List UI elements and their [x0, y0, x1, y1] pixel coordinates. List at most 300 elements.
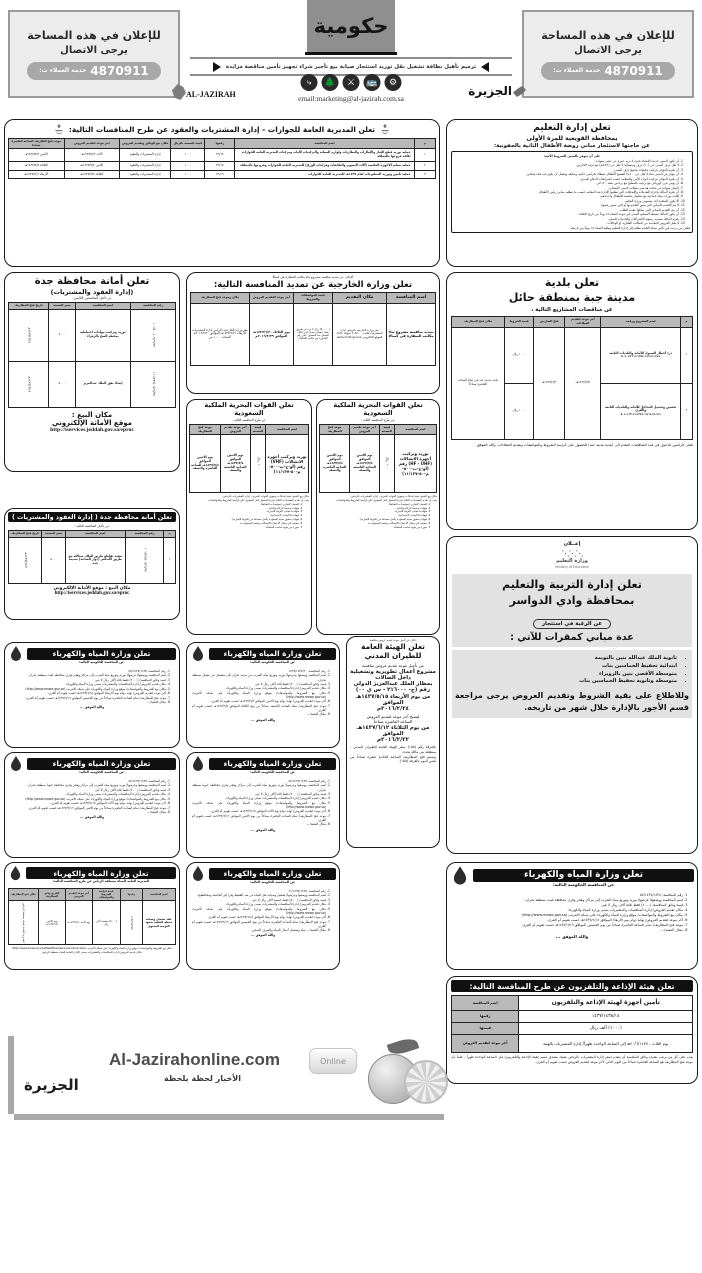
- note-line: مكان تقديم العروض/ إدارة المنافسات والمشتريات بمبنى الإدارة العامة للمياه بمنطقة الرياض: [42, 950, 142, 954]
- mowe4-items: [192, 889, 333, 932]
- col-name: اسم المنافسة: [142, 889, 175, 901]
- cell-open: يوم الاثنين الموافق ١٤٣٧/٧/٤هـ الساعة العاشرة والنصف: [190, 435, 221, 493]
- col-open: موعد فتح المظاريف: [320, 424, 350, 434]
- col-price: قيمة النسخة بالريال: [171, 139, 205, 149]
- mowe1-sub: عن المناقسة الحكومية التالية:: [249, 659, 296, 664]
- cell-price: ١٠٠٠ ريال: [250, 435, 265, 493]
- table-row: [9, 149, 436, 162]
- col-deadline: آخر موعد لتقديم العروض: [65, 889, 92, 901]
- mowe-announcement-2: [4, 642, 180, 748]
- mowe-item: 5. مكان بيع الشروط والمواصفات/ موقع وزارة المياه والكهرباء على شبكة الانترنت (http://www.mowe.gov.sa): [192, 691, 326, 699]
- list-item: • متوسطة الأقصى بنين بالزويراء: [459, 671, 677, 679]
- orange-fruit-graphic: [366, 1040, 444, 1106]
- mowe-item: 7. موعد فتح المظاريف/ تمام الساعة العاشرة صباحاً من يوم الاثنين الموافق ١٤٣٧/٦/١٦هـ حسب تقويم أم القرى.: [10, 806, 166, 810]
- gaca-l3: بمطار الملك عبدالعزيز الدولي: [353, 681, 433, 688]
- advert-right-phone: 4870911: [604, 63, 663, 78]
- cell-open: الثلاثاء ١٤٣٧/٧/٥هـ: [9, 161, 65, 170]
- advert-left-phone-pill[interactable]: [27, 62, 161, 80]
- cell-value: (٥٠٠٠) خمسة آلاف ريال: [92, 901, 120, 945]
- col-number: رقم المنافسة: [125, 531, 163, 538]
- amanat2-table: [8, 530, 176, 584]
- cell-open: يوم الاثنين الموافق ١٤٣٧/٧/٤هـ الساعة العاشرة والنصف: [320, 435, 350, 493]
- cell-price: ٢٠٠٠: [49, 309, 76, 361]
- mowe-item: 7. موعد فتح المظاريف/ تمام الساعة التاسعة صباحاً من يوم الثلاثاء الموافق ١٤٣٧/٦/٥هـ حسب تقويم أم القرى.: [192, 704, 326, 712]
- mowe-item: 1. رقم المنافسة: ١٤٣٧/١٤٣٨/٦٠: [192, 669, 326, 673]
- cell-place: مقر وزارة الخارجية بالرياض إدارة المشتريات هاتف:٤٠٥٥٠٠٠ تحويلة ٤٥٤٤ الموقع الالكتروني www.mofa.gov.sa: [333, 303, 387, 365]
- naval-left-sub: عن طرح المنافسة التالية ،: [232, 417, 266, 422]
- cell-deadline: الاثنين ١٤٣٧/٧/٤هـ: [64, 161, 120, 170]
- hail-sub: عن مناقصات المشاريع التالية ،: [531, 307, 613, 314]
- col-name: اسم المنافسة: [394, 424, 436, 434]
- cell-number: ٣٦/١٥: [205, 161, 235, 170]
- cell-name-text: درء أخطار السيول للأمانة والبلديات التابعة: [609, 350, 673, 355]
- water-drop-icon: [8, 865, 23, 886]
- gaca-l5: من يوم الأربعاء ١٤٣٧/٥/١٥هـ الموافق: [355, 694, 431, 707]
- mowe-item: 2. اسم المنافسة ووصفها وغرضها/ تشغيل وصيانة نقل المياه من سد الفقيظ وفرا إلى الجامعة ومحافظتها.: [192, 893, 326, 897]
- taleem-intro: على أن تتوفر بالمبنى الشروط الآتية:: [543, 153, 601, 158]
- hail-line2: مدينة جبة بمنطقة حائل: [508, 291, 636, 305]
- cell-price: ١٠٠٠ ريال: [379, 435, 394, 493]
- aljazirah-online-banner[interactable]: [8, 1036, 444, 1114]
- table-row: [452, 1035, 693, 1053]
- triangle-left-icon: [481, 62, 489, 72]
- col-price: سعر النسخة: [49, 303, 76, 310]
- cell-name: عملية تأمين وتوريد المطبوعات لعام ١٤٣٧هـ للمديرية العامة للجوازات: [235, 170, 414, 179]
- saudi-emblem-icon: ⚔: [343, 74, 360, 91]
- amanat2-title: تعلن أمانة محافظة جدة ( إدارة العقود والمشتريات ): [8, 512, 176, 522]
- mowe-item: 1. رقم المنافسة: ٥٤/١٤٣٧/١٤٣٨: [10, 779, 166, 783]
- table-row: [452, 327, 693, 383]
- mowe3-sub: عن المناقسة الحكومية التالية:: [249, 769, 296, 774]
- section-logo: [307, 0, 395, 52]
- mowe3-closing: والله الموفق ...: [250, 827, 275, 832]
- gaca-l10: ٢٠١٦/٢/٢٢م: [376, 737, 410, 744]
- mowe-item: 2. اسم المنافسة ووصفها/ غرضها/ توريد وتوزيع مياه الشرب إلى مراكز وهجر وقرى محافظة ثليث بمنطقة نجران.: [10, 673, 166, 677]
- cell-number: ١٠١/٤٠٠/٠١/٣٦/٣٧: [130, 309, 175, 361]
- table-header-row: [320, 424, 437, 434]
- cell-name: عملية توريد قطع الغيار والإطارات والبطاريات ولوازم الصيانة والتركيبات لآليات ومركبات المديرية العامة للجوازات بكافة فروعها بالمملكة: [235, 149, 414, 162]
- condition-item: 13. أن يكون المالك مستعداً لتسليم المبنى في موعد أقصاه ١٥ يوماً من تاريخ التعاقد.: [456, 212, 679, 216]
- gaca-l9: من يوم الثلاثاء ١٤٣٧/٦/١٢هـ الموافق: [356, 725, 430, 738]
- table-header-row: [9, 531, 176, 538]
- amanat2-sell-line: مكان البيع : موقع الأمانة الإلكتروني: [53, 585, 131, 591]
- gaca-l6: ٢٠١٦/٢/٢٤م: [376, 706, 410, 713]
- table-row: [9, 361, 176, 407]
- list-item: • ابتدائية تحفيظ الخماسين بنات: [459, 663, 677, 671]
- mowe-right-sub: عن المناقسة الحكومية التالية:: [552, 881, 615, 887]
- table-row: [9, 161, 436, 170]
- water-drop-icon: [8, 645, 24, 667]
- cell-deadline: ١٤٣٧/٦/٥هـ: [565, 327, 601, 439]
- table-row: [9, 537, 176, 583]
- col-name: اسم المنافسة: [235, 139, 414, 149]
- table-header-row: [452, 317, 693, 327]
- advert-left-service-label: خدمة العملاء ت:: [39, 67, 87, 74]
- mowe-item: 4. مكان تقديم العروض/ إدارة المنافسات والمشتريات بمبنى وزارة المياه والكهرباء.: [192, 902, 326, 906]
- note-line: يجب أن تقدم المستندات التالية مارية المفعول قبل الحصول على كراسة الشروط والمواصفات:: [207, 498, 309, 502]
- naval-forces-announcement-hf-uhf: [316, 399, 440, 635]
- cell-name: توريد وتركيب مولدات احتياطية بمحطة الضخ بالزهراء: [75, 309, 130, 361]
- mowe-item: 8. مجال التنفيذ/ ـ.: [192, 822, 326, 826]
- advert-left-phone: 4870911: [90, 63, 149, 78]
- civil-aviation-announcement: [346, 636, 440, 848]
- brand-logo-ar: الجزيرة: [468, 84, 512, 98]
- col-value: قيمة المواصفات والشروط: [293, 293, 332, 303]
- mowe-item: 3. قيمة وثائق المنافسة/ (٢٠٠٠) فقط ثلاثة آلاف ريال لا غير.: [192, 682, 326, 686]
- moe-wadi-dawasir-announcement: [446, 536, 698, 854]
- gaca-l1: عن تأجيل موعد تقديم عروض منافسة: [361, 663, 425, 669]
- saudi-crest-icon-2: [53, 122, 65, 136]
- cell-label: رقمها: [452, 1011, 519, 1023]
- mowe-item: 8. مجال التنفيذ/ ـ. مياه وتشغيل أعمال المياه والصرف الصحي.: [192, 928, 326, 932]
- condition-item: 11. لا يتم التقديم للمباني التي سبق التقدم بها أو التي سبق رفضها.: [456, 203, 679, 207]
- table-header-row: [9, 889, 176, 901]
- note-item: 1. السجل التجاري (موضحاً به النشاط).: [191, 503, 299, 507]
- col-date: تاريخ فتح المظاريف: [9, 531, 42, 538]
- col-number: رقم المنافسة: [130, 303, 175, 310]
- moe-name-ar: وزارة التعليم: [556, 558, 588, 565]
- mowe-item: 6. آخر موعد لتقديم العروض/ نهاية دوام يوم الأربعاء الموافق ١٤٣٧/٦/١٨هـ حسب تقويم أم القرى.: [10, 691, 166, 695]
- road-sign-icon: ⤷: [301, 74, 318, 91]
- mowe-riyadh-table: [8, 888, 176, 945]
- jawazat-announcement: [4, 119, 440, 267]
- cell-name: تمديد منافسة مشروع بناء مكاتب السفارة في كمبالا: [387, 303, 436, 365]
- mowe-item: 2. اسم المنافسة ووصفها وغرضها/ توريد وتوزيع مياه الشرب من مدينة نجران إلى معسكر بئر عسكر بمنطقة نجران.: [192, 673, 326, 681]
- amanat-jeddah-announcement-1: [4, 272, 180, 472]
- mowe4-title: تعلن وزارة المياه والكهرباء: [209, 868, 336, 880]
- col-open: مكان وموعد فتح المظاريف: [191, 293, 250, 303]
- mowe3-items: [192, 779, 333, 827]
- cell-price: ١٠٠٠ ريال: [505, 327, 534, 383]
- amanat1-table: [8, 302, 176, 408]
- kharijiya-pre: الإعلان عن تمديد منافسة مشروع بناء مكاتب السفارة في كمبالا: [272, 275, 354, 279]
- gaca-pre: إعلان عن تأجيل موعد تقديم عروض منافسة: [369, 639, 417, 642]
- hail-closing: فعلى الراغبين الدخول في هذه المناقصات التقدم إلى (بلدية مدينة جبة) للحصول على كراسة الشروط والمواصفات وتقديم العطاءات. والله الموفق.: [475, 442, 693, 447]
- note-line: يجب أن تقدم المستندات التالية مارية المفعول قبل الحصول على كراسة الشروط والمواصفات:: [335, 498, 437, 502]
- col-place: مكان فتح المظاريف: [9, 889, 39, 901]
- advert-box-left[interactable]: [8, 10, 180, 98]
- cell-name-text: تحسين وتجميل المداخل للأمانة والبلديات التابعة والقرى: [605, 404, 677, 413]
- naval-left-title: تعلن القوات البحرية الملكية السعودية: [204, 401, 294, 417]
- cell-name: [601, 327, 681, 383]
- cell-no: ١: [164, 537, 176, 583]
- naval-right-notes: [319, 495, 437, 529]
- col-name: اسم المنافسة: [75, 303, 130, 310]
- mowe3-title: تعلن وزارة المياه والكهرباء: [209, 758, 336, 770]
- col-price: قيمة الشروط: [505, 317, 534, 327]
- saudi-crest-icon: [379, 122, 391, 136]
- water-drop-icon: [190, 755, 206, 777]
- gaca-l2: مشروع أعمال تطويرية وتشغيلية داخل الصالات: [350, 669, 436, 682]
- mowe-item: 7. موعد فتح المظاريف/ تمام الساعة العاشرة صباحاً من يوم الخميس الموافق ١٤٣٧/٦/١٩هـ حسب تقويم أم القرى.: [452, 923, 683, 928]
- cell-name: توريد وتركيب أجهزة الاتصالات (HF - UHF) رقم (أو-ج-ب-٥٠٠-م-٥٠-١١/١٣٧): [394, 435, 436, 493]
- kharijiya-table: [190, 292, 436, 365]
- condition-item: 4. أن يتوفر في المبنى فناء لا يقل عن ١٠٠م٢ لتفسح الأطفال مغطاة بكراسي جانبية ومكيفة ويفضل أن يكون فيه فناء إضافي.: [456, 172, 679, 176]
- mowe4-sub: عن المناقسة الحكومية التالية:: [249, 879, 296, 884]
- cell-price: ٥٠٠٠: [49, 361, 76, 407]
- cell-number: ١٤٣٧/١٤٣٨/١: [120, 901, 142, 945]
- naval-forces-announcement-vhf: [186, 399, 312, 635]
- cell-name-code: ١٩/١٤١/١/٤٤-٥٠٩٠١/٣١١١/١٣٥٤: [621, 355, 661, 359]
- list-item: • ثانوية الملك عبدالله بنين بالتويمة: [459, 655, 677, 663]
- note-item: 3. شهادة انتساب الغرفة التجارية.: [321, 510, 427, 514]
- mowe-item: 1. رقم المنافسة: ٥٧/١٤٣٧/١٤٣٨: [10, 669, 166, 673]
- mowe-item: 4. مكان تقديم العروض/ إدارة المنافسات والمشتريات بمبنى وزارة المياه والكهرباء.: [452, 908, 683, 913]
- col-date: التاريخ وفتح المظاريف: [39, 889, 66, 901]
- mowe5-items: [10, 779, 173, 814]
- table-header-row: [9, 139, 436, 149]
- moe-badge: إعــلان: [563, 541, 581, 547]
- cell-deadline: يوم الاثنين الموافق ١٤٣٧/٧/٤هـ الساعة التاسعة والنصف: [220, 435, 250, 493]
- advert-right-line2: يرجى الاتصال: [574, 44, 642, 56]
- col-deadline: اخر موعد لتقديم العروض: [64, 139, 120, 149]
- moe-building-list: [459, 655, 685, 686]
- hail-municipality-announcement: [446, 272, 698, 530]
- marketing-email[interactable]: email:marketing@al-jazirah.com.sa: [298, 94, 404, 103]
- cell-number: ٣٦/١٩: [205, 170, 235, 179]
- mowe-item: 8. مجال التنفيذ/ ـ.: [10, 810, 166, 814]
- table-row: [190, 435, 309, 493]
- cell-date: ١٤٣٧/٦/١٥هـ: [9, 309, 49, 361]
- mowe-item: 3. قيمة وثائق المنافسة/ (٢٠٠٠) فقط ثلاثة آلاف ريال لا غير.: [10, 678, 166, 682]
- mowe-item: 6. آخر موعد لتقديم العروض/ نهاية دوام يوم الأحد الموافق ١٤٣٧/٦/١٥هـ حسب تقويم أم القرى.: [192, 809, 326, 813]
- mowe-item: 4. مكان تقديم العروض/ إدارة المنافسات والمشتريات بمبنى وزارة المياه والكهرباء.: [192, 796, 326, 800]
- col-date: تاريخ فتح المظاريف: [9, 303, 49, 310]
- taleem-line2: بمحافظة القويعية للمرة الأولى: [526, 134, 618, 142]
- section-logo-text: حكومية: [313, 14, 389, 38]
- moe-closing: وللاطلاع على بقية الشروط وتقديم العروض يرجى مراجعة قسم الأجور بالإدارة خلال شهر من تاريخه.: [455, 690, 689, 712]
- note-item: 6. تصنيف في مجال الأعمال (الاتصالات وتقنية المعلومات).: [321, 522, 427, 526]
- mowe4-closing: والله الموفق ...: [250, 933, 275, 938]
- cell-name: تنفيذ تقاطع طريق الملك عبدالله مع طريق الأندلس (دوار الساعة) بمدينة جدة: [65, 537, 125, 583]
- mowe-item: 7. موعد فتح المظاريف/ تمام الساعة العاشرة صباحاً من يوم الخميس الموافق ١٤٣٧/٦/١٩هـ حسب تقويم أم القرى.: [192, 920, 326, 928]
- mowe-item: 7. موعد فتح المظاريف/ تمام الساعة العاشرة صباحاً من يوم الخميس الموافق ١٤٣٧/٦/١٩هـ حسب تقويم أم القرى.: [10, 696, 166, 700]
- amanat1-sub2: عن تأجيل المنافستين التاليتين:: [72, 296, 112, 300]
- water-drop-icon: [190, 645, 206, 667]
- mowe-right-items: [452, 893, 691, 933]
- moe-line3: عدة مباني كمقرات للآتي :: [510, 631, 634, 643]
- cell-value: (١٠٠٠) ألف ريال: [519, 1023, 693, 1035]
- taleem-conditions: [456, 159, 687, 225]
- cell-name: عملية صيانة الأجهزة المكتبية (آلات التصوير والطابعات وفرامات الورق) للمديرية العامة للجوازات وفروعها بالمملكة: [235, 161, 414, 170]
- cell-place: بلدية مدينة جبة في تمام الساعة العاشرة صباحاً: [452, 327, 505, 439]
- gaca-l4: رقم (ج- ٢١٦٠٠٠ - س ي ٠٠): [355, 687, 431, 694]
- tree-icon: 🌲: [322, 74, 339, 91]
- cell-price: ١٠٠٠: [171, 170, 205, 179]
- mowe-item: 7. موعد فتح المظاريف/ تمام الساعة العاشرة صباحاً من يوم الاثنين الموافق ١٤٣٧/٦/١٦هـ حسب تقويم أم القرى.: [192, 814, 326, 822]
- orange-slice-icon: [404, 1060, 448, 1104]
- mowe-item: 6. آخر موعد لتقديم العروض/ نهاية دوام يوم الأحد الموافق ١٤٣٧/٦/١٥هـ حسب تقويم أم القرى.: [10, 801, 166, 805]
- mowe-right-title: تعلن وزارة المياه والكهرباء: [473, 869, 694, 882]
- broadcast-note: يجب على كل من يرغب بشراء وثائق المنافسة أن يتقدم لمقر إدارة المشتريات بالرياض بشيك مصدق باسم (هيئة الإذاعة والتلفزيون) قبل الساعة الواحدة ظهراً - علماً بأن موعد فتح المظاريف هو الساعة العاشرة صباحاً من اليوم الثاني لآخر موعد لتقديم العروض حسب تقويم أم القرى.: [451, 1055, 693, 1064]
- gaca-l7: ليصبح آخر موعد لتقديم العروض: [366, 714, 420, 720]
- naval-right-sub: عن طرح المنافسة التالية ،: [361, 417, 395, 422]
- mowe-item: 2. اسم المنافسة ووصفها وغرضها/ توريد وتوزيع مياه الشرب إلى مراكز وهجر وقرى محافظة حبونا بمنطقة نجران.: [192, 783, 326, 791]
- table-row: [452, 1011, 693, 1023]
- cell-place: المديرية العامة للمياه بمنطقة الرياض: [9, 901, 39, 945]
- mowe-riyadh-title: تعلن وزارة المياه والكهرباء: [26, 867, 176, 879]
- col-price: قيمة النسخة: [250, 424, 265, 434]
- cell-price: ١٠٠٠ ريال: [505, 383, 534, 439]
- col-no: م: [164, 531, 176, 538]
- cell-value: ١٤٣٧/١٤٣٨/١٤: [519, 1011, 693, 1023]
- col-number: رقمها: [120, 889, 142, 901]
- jawazat-table: [8, 138, 436, 179]
- condition-item: 14. يلتزم المالك بتسديد رسوم الاشتراكات والخدمات للمبنى.: [456, 217, 679, 221]
- col-open: موعد فتح المظاريف: [190, 424, 221, 434]
- mowe5-closing: والله الموفق ...: [79, 815, 104, 820]
- mowe-item: 6. آخر موعد لتقديم العروض/ نهاية دوام يوم الاثنين الموافق ١٤٣٧/٦/٤هـ حسب تقويم أم القرى.: [192, 699, 326, 703]
- brand-logo-en: AL-JAZIRAH: [186, 90, 236, 99]
- gaca-l12: وسيتم فتح المظاريف الساعة الحادية عشرة صباحاً من نفس اليوم بالغرفة (١٥٥).: [350, 754, 436, 764]
- moe-title: تعلن إدارة التربية والتعليم: [502, 578, 642, 592]
- table-row: [9, 170, 436, 179]
- mowe-item: 3. قيمة وثائق المنافسة/ (٢٠٠٠) فقط ثلاثة آلاف ريال لا غير.: [10, 788, 166, 792]
- mowe-item: 4. مكان تقديم العروض/ إدارة المنافسات والمشتريات بمبنى وزارة المياه والكهرباء.: [10, 682, 166, 686]
- col-value: قيمة كراسة الشروط والمواصفات: [92, 889, 120, 901]
- note-item: 3. شهادة انتساب الغرفة التجارية.: [191, 510, 299, 514]
- cell-no: ٢: [414, 161, 435, 170]
- amanat1-title: تعلن أمانة محافظة جدة: [34, 276, 150, 287]
- advert-right-line1: للإعلان في هذه المساحة: [541, 28, 675, 42]
- hail-title: تعلن بلدية: [544, 276, 600, 289]
- mowe1-closing: والله الموفق ...: [250, 717, 275, 722]
- cell-place: إدارة المشتريات والعقود: [120, 161, 171, 170]
- condition-item: 9. إقامة دورات مياه جماعية مع مغاسل مناسبة للأطفال وأعدادهم.: [456, 194, 679, 198]
- table-row: [320, 435, 437, 493]
- mowe-announcement-5: [4, 752, 180, 858]
- amanat2-url[interactable]: http://iservices.jeddah.gov.sa/eproc: [54, 590, 130, 596]
- mowe-item: 4. مكان تقديم العروض/ إدارة المنافسات والمشتريات بمبنى وزارة المياه والكهرباء.: [10, 792, 166, 796]
- taleem-line3: عن حاجتها لاستئجار مباني روضة الأطفال الثانية بالجفونية:: [494, 142, 650, 149]
- amanat2-sub: عن تأجيل المنافسة التالية :: [74, 524, 110, 528]
- bus-icon: 🚌: [364, 74, 381, 91]
- condition-item: 5. أن يلتزم المؤجر بتركيب أدوات الأمن والسلامة حسب اشتراطات الدفاع المدني.: [456, 177, 679, 181]
- cell-label: آخر موعد لتقديم العروض: [452, 1035, 519, 1053]
- cell-deadline: يوم الأحد ١٤٣٧/٦/١هـ: [65, 901, 92, 945]
- col-place: مكان فتح المظاريف: [452, 317, 505, 327]
- cell-no: ١: [680, 327, 692, 383]
- cell-date: ١٤٣٧/٦/١٣هـ: [9, 537, 42, 583]
- table-row: [452, 1023, 693, 1035]
- banner-tagline: الأخبار لحظة بلحظة: [164, 1074, 242, 1083]
- col-deadline: آخر موعد لتقديم العطاءات: [565, 317, 601, 327]
- mowe-item: 5. مكان بيع الشروط والمواصفات/ موقع وزارة المياه والكهرباء على شبكة الانترنت (http://www.mowe.gov.sa): [452, 913, 683, 918]
- advert-right-phone-pill[interactable]: [541, 62, 675, 80]
- cell-open: ١٤٣٧/٦/٦هـ: [533, 327, 564, 439]
- mowe-item: 2. اسم المنافسة ووصفها/ غرضها/ توريد وتوزيع مياه الشرب إلى مراكز وهجر وقرى محافظة ثليث بمنطقة نجران.: [452, 898, 683, 903]
- note-item: 5. شهادة تحقيق نسبة السعودة (أصل مصدقة من الغرفة التجارية).: [191, 518, 299, 522]
- note-item: 7. صورة من هوية صاحب المنشأة.: [321, 526, 427, 530]
- cell-no: ١: [414, 149, 435, 162]
- col-open: موعد فتح الظاريف الساعة العاشرة صباحا: [9, 139, 65, 149]
- gaca-l8: الساعة العاشرة صباحاً: [373, 719, 413, 725]
- cell-name-code: ١٩/١٤١/١/١/٩-٥٠٩٠١/٣١١١/١٣٥١: [620, 413, 661, 417]
- mowe2-closing: والله الموفق ...: [79, 705, 104, 710]
- cell-value: تأمين أجهزة لهيئة الإذاعة والتلفزيون: [519, 996, 693, 1011]
- mowe-announcement-3: [186, 752, 340, 858]
- cell-no: ٣: [414, 170, 435, 179]
- amanat1-sell-label: مكان البيع :: [71, 410, 113, 419]
- cell-price: ١٠٠٠: [171, 149, 205, 162]
- col-number: رقمها: [205, 139, 235, 149]
- advert-box-right[interactable]: [522, 10, 694, 98]
- table-row: [452, 996, 693, 1011]
- mowe-item: 1. رقم المنافسة: ٥٤/١٤٣٧/١٤٣٨: [192, 779, 326, 783]
- mowe-item: 4. مكان تقديم العروض/ إدارة المنافسات والمشتريات بمبنى وزارة المياه والكهرباء.: [192, 686, 326, 690]
- table-header-row: [190, 424, 309, 434]
- table-header-row: [191, 293, 436, 303]
- col-deadline: آخر موعد تقديم العروض: [350, 424, 379, 434]
- note-item: 4. شهادة التأمينات الاجتماعية.: [191, 514, 299, 518]
- banner-url[interactable]: Al-Jazirahonline.com: [109, 1050, 280, 1069]
- mowe-riyadh-table-announcement: [4, 862, 180, 970]
- cell-value: (٩٠,٠٠٠) ريال لا ترد عن طريق شيك مصدق مسدد لدى البنك المحلي بعد الحصول على رقم الفاتورة من مكتب (المالية): [293, 303, 332, 365]
- mowe5-sub: عن المناقسة الحكومية التالية:: [78, 769, 125, 774]
- kharijiya-announcement: [186, 272, 440, 394]
- broadcast-table: [451, 995, 693, 1053]
- jawazat-title: تعلن المديرية العامة للجوازات - إدارة المشتريات والعقود عن طرح المنافسات التالية:: [68, 124, 376, 134]
- cell-deadline: يوم الاثنين الموافق ١٤٣٧/٧/٤هـ الساعة التاسعة والنصف: [350, 435, 379, 493]
- masthead: [0, 0, 702, 118]
- moe-pill: عن الرغبة في استئجار: [533, 619, 611, 629]
- amanat1-url[interactable]: http://iservices.jeddah.gov.sa/eproc: [50, 426, 134, 433]
- col-deadline: آخر موعد تقديم العروض: [220, 424, 250, 434]
- cell-price: ١٠٠٠: [171, 161, 205, 170]
- col-name: اسم المشروع ورقمه: [601, 317, 681, 327]
- col-open: فتح التعاريض: [533, 317, 564, 327]
- mowe-item: 3. قيمة وثائق المنافسة/ (٥٠٠٠) فقط خمسة آلاف ريال لا غير.: [192, 898, 326, 902]
- note-item: 7. صورة من هوية صاحب المنشأة.: [191, 526, 299, 530]
- note-item: 4. شهادة التأمينات الاجتماعية.: [321, 514, 427, 518]
- cell-date: ١٤٣٧/٦/١٨هـ: [9, 361, 49, 407]
- mowe-announcement-right: [446, 862, 698, 970]
- condition-item: 2. لا تقل غرف المبنى عن (١٠) غرف وبمساحة لا تقل عن (٦×٤م) مع غرفة الحارس.: [456, 163, 679, 167]
- mowe-item: 2. اسم المنافسة ووصفها وغرضها/ توريد وتوزيع مياه الشرب إلى مراكز وهجر وقرى محافظة حبونا بمنطقة نجران.: [10, 783, 166, 787]
- cell-deadline: يوم الثلاثاء ١٤٣٧/٦/٢٠هـ الموافق ٢٠١٦/٣/٢٩م: [249, 303, 293, 365]
- gear-icon: ⚙: [385, 74, 402, 91]
- cell-no: ٢: [680, 383, 692, 439]
- col-price: سعر النسخة: [42, 531, 65, 538]
- mowe-item: 6. آخر موعد لتقديم العروض/ نهاية دوام يوم الأربعاء الموافق ١٤٣٧/٦/١٨هـ حسب تقويم أم القرى.: [452, 918, 683, 923]
- cell-name: توريد وتركيب أجهزة الاتصالات (VHF) رقم (أو-ج-ب-٥٠٠-م-٥٠-١١/١٣٧): [266, 435, 309, 493]
- mowe-item: 5. مكان بيع الشروط والمواصفات/ موقع وزارة المياه والكهرباء على شبكة الانترنت (http://www.mowe.gov.sa): [192, 801, 326, 809]
- mowe-right-closing: والله الموفق ...: [555, 934, 589, 940]
- condition-item: 7. إحضار شهادة من مكتب هندسي بسلامة المبنى الإنشائي.: [456, 186, 679, 190]
- note-line: مكان بيع الشروط والمواصفات/ موقع وزارة المياه والكهرباء على شبكة الانترنت (http://www.mowe.gov.sa/NewMowe/services-klmal.aspx): [11, 947, 173, 951]
- cell-open: الاثنين ١٤٣٧/٧/٤هـ: [9, 149, 65, 162]
- advert-left-line2: يرجى الاتصال: [60, 44, 128, 56]
- mowe-item: 8. مجال التنفيذ/ ـ.: [452, 928, 683, 933]
- col-place: مكان بيع الوثائق وتقديم العروض: [120, 139, 171, 149]
- mowe-item: 5. مكان بيع الشروط والمواصفات/ موقع وزارة المياه والكهرباء على شبكة الانترنت (http://www.mowe.gov.sa): [10, 687, 166, 691]
- note-item: 2. شهادة صحيفة الزكاة والدخل.: [321, 507, 427, 511]
- note-item: 1. السجل التجاري (موضحاً به النشاط).: [321, 503, 427, 507]
- mowe-item: 1. رقم المنافسة: ٦١/١٤٣٧/١٤٣٨: [192, 889, 326, 893]
- amanat-jeddah-announcement-2: [4, 508, 180, 620]
- cell-open: الأربعاء ١٤٣٧/٧/٦هـ: [9, 170, 65, 179]
- condition-item: 1. أن يكون المبنى حديث الإنشاء بحيث لا يزيد عمره عن عشر سنوات.: [456, 159, 679, 163]
- cell-value: يوم الثلاث ـ ٢٠/٦/١٤٣٧هـ إلى الساعة الواحدة ظهراً/ إدارة المشتريات بالهيئة: [519, 1035, 693, 1053]
- mowe-item: 6. آخر موعد لتقديم العروض/ نهاية دوام يوم الأربعاء الموافق ١٤٣٧/٦/١٨هـ حسب تقويم أم القرى.: [192, 915, 326, 919]
- moe-line2: بمحافظة وادي الدواسر: [509, 593, 635, 607]
- water-drop-icon: [190, 865, 206, 887]
- condition-item: 8. أن يلتزم المالك بإجراء التعديلات والإضافات التي تطلبها الإدارة بعد المعاينة حسب ما تتطلبه مباني رياض الأطفال.: [456, 190, 679, 194]
- col-place: مكان التقديم: [333, 293, 387, 303]
- mowe-item: 5. مكان بيع الشروط والمواصفات/ موقع وزارة المياه والكهرباء على شبكة الانترنت (http://www.mowe.gov.sa): [10, 797, 166, 801]
- service-icon-row: [301, 74, 402, 91]
- col-name: اسم المنافسة: [65, 531, 125, 538]
